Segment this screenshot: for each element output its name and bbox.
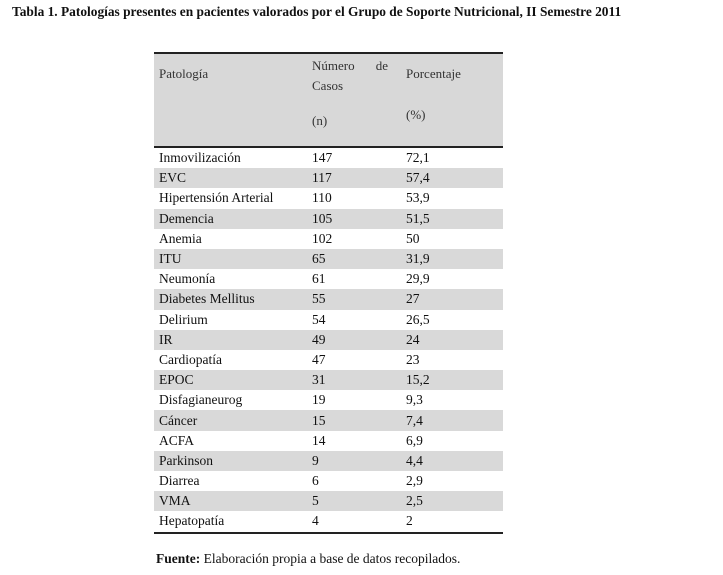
table-row [154,511,503,531]
cell-porcentaje: 9,3 [406,392,423,408]
header-patologia: Patología [159,66,209,81]
source-note [156,551,460,567]
header-de-word: de [375,58,388,73]
cell-numero: 55 [312,291,326,307]
table-row [154,471,503,491]
table-row [154,370,503,390]
cell-patologia: Cáncer [159,412,198,428]
cell-patologia: Inmovilización [159,150,241,166]
cell-numero: 4 [312,513,319,529]
cell-patologia: ITU [159,251,182,267]
table-row [154,350,503,370]
table-header [154,52,503,148]
table-body [154,148,503,534]
cell-patologia: Diarrea [159,473,200,489]
cell-porcentaje: 51,5 [406,210,430,226]
cell-porcentaje: 4,4 [406,452,423,468]
table-row [154,168,503,188]
header-numero-word: Número [312,58,355,73]
table-row [154,269,503,289]
cell-porcentaje: 26,5 [406,311,430,327]
cell-numero: 5 [312,493,319,509]
cell-porcentaje: 24 [406,331,420,347]
header-numero-casos [312,56,388,131]
table-row [154,249,503,269]
header-porcentaje [406,66,461,123]
cell-porcentaje: 50 [406,230,420,246]
table-row [154,209,503,229]
cell-numero: 19 [312,392,326,408]
cell-numero: 54 [312,311,326,327]
cell-numero: 6 [312,473,319,489]
table-row [154,188,503,208]
table-row [154,310,503,330]
header-porcentaje-label: Porcentaje [406,66,461,81]
cell-patologia: Anemia [159,230,202,246]
cell-patologia: EVC [159,170,186,186]
cell-numero: 110 [312,190,332,206]
cell-porcentaje: 7,4 [406,412,423,428]
cell-numero: 105 [312,210,333,226]
table-row [154,330,503,350]
cell-numero: 47 [312,351,326,367]
cell-patologia: ACFA [159,432,195,448]
cell-porcentaje: 27 [406,291,420,307]
cell-porcentaje: 72,1 [406,150,430,166]
cell-numero: 9 [312,452,319,468]
cell-porcentaje: 6,9 [406,432,423,448]
cell-porcentaje: 2,9 [406,473,423,489]
cell-numero: 147 [312,150,333,166]
cell-porcentaje: 2 [406,513,413,529]
cell-patologia: Hipertensión Arterial [159,190,274,206]
cell-numero: 61 [312,271,326,287]
header-numero-unit: (n) [312,113,328,128]
table-row [154,148,503,168]
cell-patologia: VMA [159,493,191,509]
cell-patologia: Diabetes Mellitus [159,291,255,307]
table-row [154,451,503,471]
cell-patologia: Cardiopatía [159,351,222,367]
cell-numero: 15 [312,412,326,428]
table-row [154,431,503,451]
table-title: Tabla 1. Patologías presentes en pacientes valorados por el Grupo de Soporte Nutricional, II Semestre 2011 [12,4,622,19]
cell-porcentaje: 53,9 [406,190,430,206]
cell-porcentaje: 57,4 [406,170,430,186]
header-casos-word: Casos [312,78,344,93]
cell-numero: 14 [312,432,326,448]
cell-numero: 49 [312,331,326,347]
table-row [154,229,503,249]
table-row [154,410,503,430]
cell-numero: 31 [312,372,326,388]
cell-porcentaje: 15,2 [406,372,430,388]
table-row [154,491,503,511]
cell-numero: 65 [312,251,326,267]
cell-patologia: Disfagianeurog [159,392,243,408]
pathologies-table [154,52,503,534]
cell-porcentaje: 2,5 [406,493,423,509]
source-label: Fuente: [156,551,201,566]
cell-numero: 102 [312,230,333,246]
cell-porcentaje: 29,9 [406,271,430,287]
table-row [154,390,503,410]
cell-patologia: Demencia [159,210,214,226]
table-row [154,289,503,309]
cell-patologia: Neumonía [159,271,216,287]
cell-patologia: Delirium [159,311,208,327]
cell-patologia: Hepatopatía [159,513,225,529]
header-porcentaje-unit: (%) [406,107,426,122]
source-text: Elaboración propia a base de datos recopilados. [200,551,461,566]
cell-patologia: Parkinson [159,452,213,468]
cell-numero: 117 [312,170,332,186]
cell-porcentaje: 31,9 [406,251,430,267]
cell-patologia: IR [159,331,173,347]
cell-patologia: EPOC [159,372,194,388]
cell-porcentaje: 23 [406,351,420,367]
